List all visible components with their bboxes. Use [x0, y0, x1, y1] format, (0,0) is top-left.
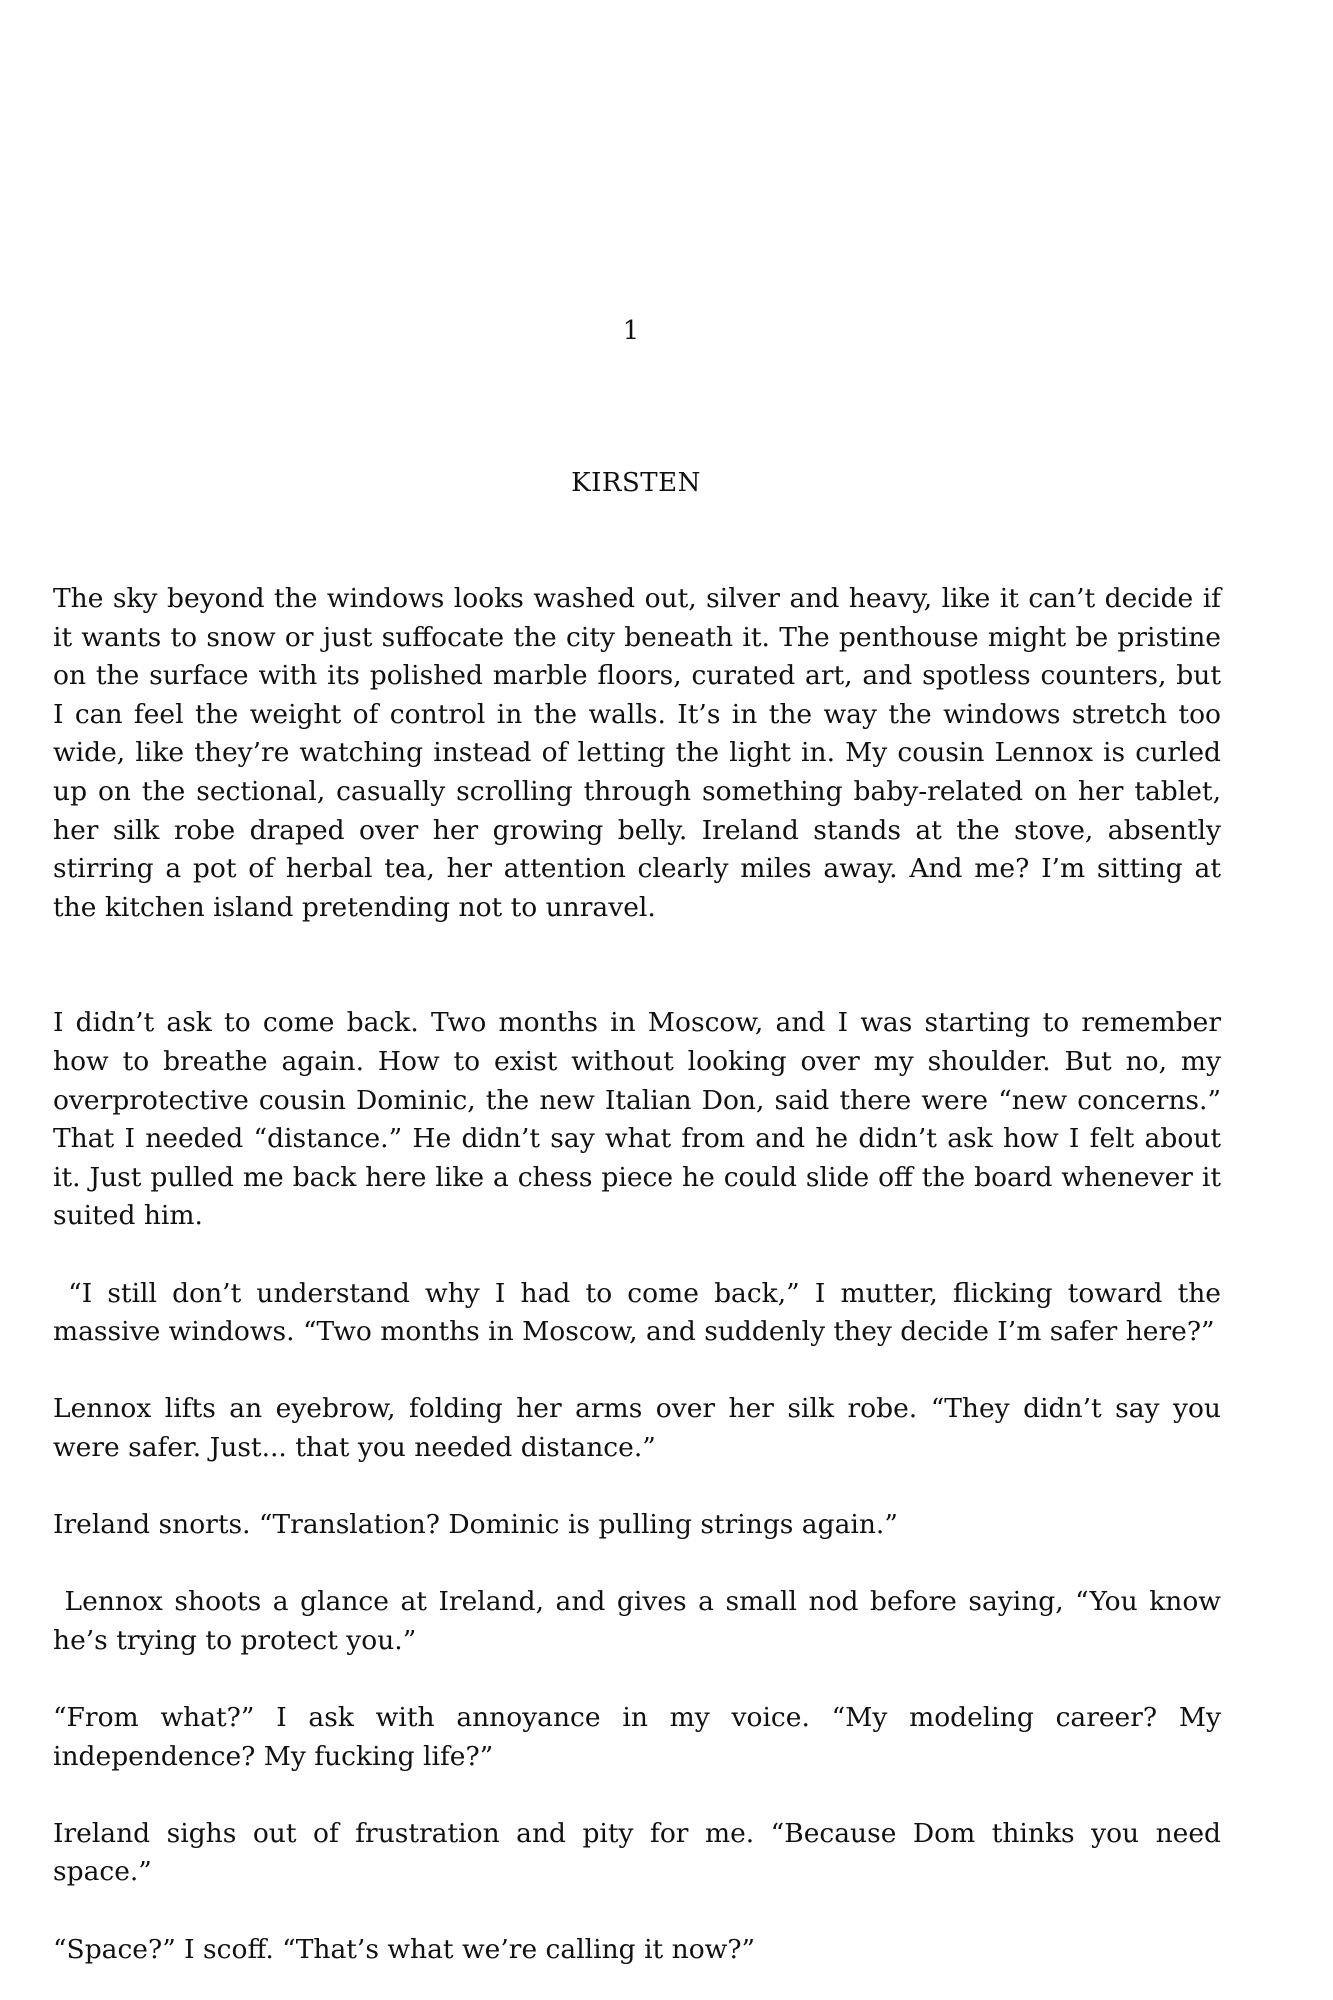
paragraph-spacer: [53, 1660, 1221, 1699]
paragraph: Lennox lifts an eyebrow, folding her arms over her silk robe. “They didn’t say you were safer. Just... that you needed distance.”: [53, 1393, 1221, 1463]
chapter-title: KIRSTEN: [571, 468, 701, 498]
paragraph: “Space?” I scoff. “That’s what we’re calling it now?”: [53, 1933, 756, 1965]
paragraph: Ireland snorts. “Translation? Dominic is pulling strings again.”: [53, 1509, 898, 1541]
paragraph: Ireland sighs out of frustration and pity for me. “Because Dom thinks you need space.”: [53, 1817, 1221, 1888]
paragraph-spacer: [53, 1776, 1221, 1815]
paragraph-spacer: [53, 927, 1221, 1004]
paragraph-spacer: [53, 1467, 1221, 1506]
paragraph-spacer: [53, 1892, 1221, 1931]
paragraph: The sky beyond the windows looks washed out, silver and heavy, like it can’t decide if it wants to snow or just suffocate the city beneath it. The penthouse might be pristine on the surface with its polished marble floors, curated art, and spotless counters, but I can feel the weight of control in the walls. It’s in the way the windows stretch too wide, like they’re watching instead of letting the light in. My cousin Lennox is curled up on the sectional, casually scrolling through something baby-related on her tablet, her silk robe draped over her growing belly. Ireland stands at the stove, absently stirring a pot of herbal tea, her attention clearly miles away. And me? I’m sitting at the kitchen island pretending not to unravel.: [53, 583, 1221, 923]
paragraph: “From what?” I ask with annoyance in my voice. “My modeling career? My independence? My fucking life?”: [53, 1702, 1221, 1772]
paragraph-spacer: [53, 1236, 1221, 1275]
paragraph: I didn’t ask to come back. Two months in Moscow, and I was starting to remember how to breathe again. How to exist without looking over my shoulder. But no, my overprotective cousin Dominic, the new Italian Don, said there were “new concerns.” That I needed “distance.” He didn’t say what from and he didn’t ask how I felt about it. Just pulled me back here like a chess piece he could slide off the board whenever it suited him.: [53, 1007, 1221, 1232]
paragraph: Lennox shoots a glance at Ireland, and gives a small nod before saying, “You know he’s trying to protect you.”: [53, 1586, 1230, 1656]
chapter-body: [53, 580, 1230, 1969]
paragraph: “I still don’t understand why I had to come back,” I mutter, flicking toward the massive windows. “Two months in Moscow, and suddenly they decide I’m safer here?”: [53, 1277, 1230, 1348]
chapter-number: 1: [622, 316, 640, 346]
paragraph-spacer: [53, 1352, 1221, 1391]
paragraph-spacer: [53, 1545, 1221, 1584]
